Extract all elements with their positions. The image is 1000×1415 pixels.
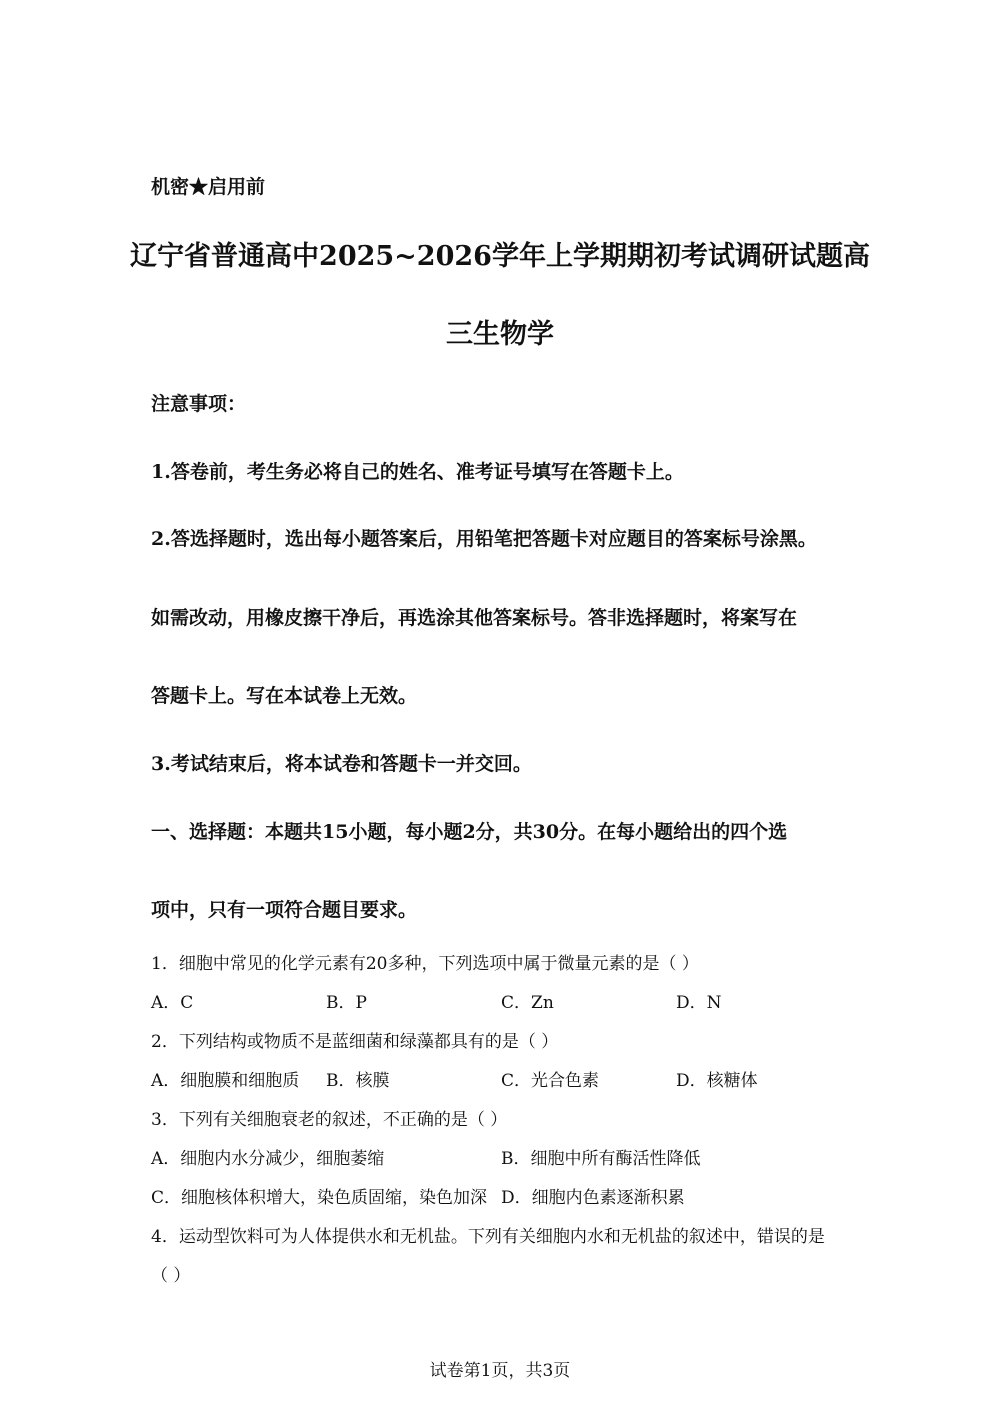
question-4-stem: 4．运动型饮料可为人体提供水和无机盐。下列有关细胞内水和无机盐的叙述中，错误的是 <box>151 1227 825 1247</box>
question-2-option-b: B．核膜 <box>326 1071 390 1091</box>
section-heading-line1: 一、选择题：本题共15小题，每小题2分，共30分。在每小题给出的四个选 <box>151 821 788 843</box>
page-footer: 试卷第1页，共3页 <box>429 1361 571 1381</box>
question-1-option-c: C．Zn <box>501 993 554 1013</box>
question-1-option-a: A．C <box>151 993 194 1013</box>
question-3-option-b: B．细胞中所有酶活性降低 <box>501 1149 701 1169</box>
question-1-option-d: D．N <box>676 993 722 1013</box>
notes-heading: 注意事项： <box>151 393 247 415</box>
question-2-option-c: C．光合色素 <box>501 1071 600 1091</box>
question-3-option-a: A．细胞内水分减少，细胞萎缩 <box>151 1149 385 1169</box>
question-4-stem-cont: （ ） <box>151 1266 191 1286</box>
note-2-line3: 答题卡上。写在本试卷上无效。 <box>151 685 418 707</box>
question-2-option-a: A．细胞膜和细胞质 <box>151 1071 300 1091</box>
confidential-label: 机密★启用前 <box>151 176 266 198</box>
exam-title-line2: 三生物学 <box>446 319 554 350</box>
question-3-option-d: D．细胞内色素逐渐积累 <box>501 1188 685 1208</box>
note-3: 3.考试结束后，将本试卷和答题卡一并交回。 <box>151 753 532 775</box>
question-1-option-b: B．P <box>326 993 367 1013</box>
question-2-stem: 2．下列结构或物质不是蓝细菌和绿藻都具有的是（ ） <box>151 1032 559 1052</box>
question-3-option-c: C．细胞核体积增大，染色质固缩，染色加深 <box>151 1188 488 1208</box>
note-1: 1.答卷前，考生务必将自己的姓名、准考证号填写在答题卡上。 <box>151 461 684 483</box>
question-3-stem: 3．下列有关细胞衰老的叙述，不正确的是（ ） <box>151 1110 508 1130</box>
note-2-line2: 如需改动，用橡皮擦干净后，再选涂其他答案标号。答非选择题时，将案写在 <box>151 607 798 629</box>
note-2-line1: 2.答选择题时，选出每小题答案后，用铅笔把答题卡对应题目的答案标号涂黑。 <box>151 528 817 550</box>
section-heading-line2: 项中，只有一项符合题目要求。 <box>151 899 418 921</box>
question-1-stem: 1．细胞中常见的化学元素有20多种，下列选项中属于微量元素的是（ ） <box>151 954 699 974</box>
question-2-option-d: D．核糖体 <box>676 1071 758 1091</box>
exam-title-line1: 辽宁省普通高中2025~2026学年上学期期初考试调研试题高 <box>130 241 870 272</box>
